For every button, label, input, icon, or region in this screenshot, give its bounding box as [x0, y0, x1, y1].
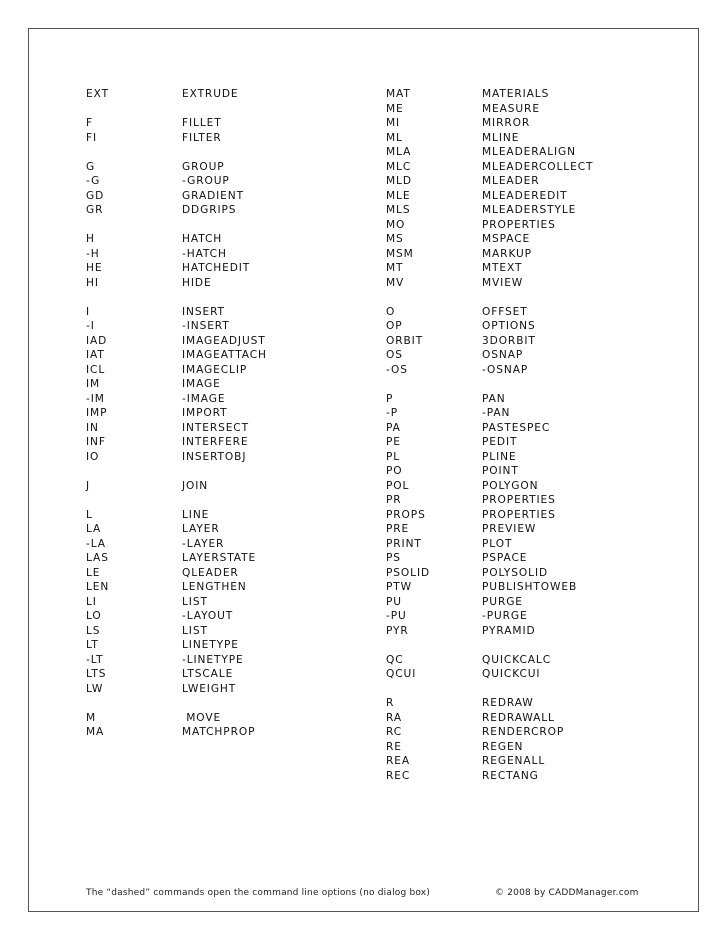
- shortcut-command: -LINETYPE: [182, 653, 244, 666]
- shortcut-alias: PS: [386, 552, 401, 564]
- shortcut-command: PAN: [482, 392, 506, 405]
- shortcut-command: IMAGECLIP: [182, 363, 248, 376]
- shortcut-command: JOIN: [182, 479, 209, 492]
- shortcut-alias: -G: [86, 175, 101, 187]
- shortcut-command: POINT: [482, 465, 519, 477]
- group-spacer: [86, 696, 267, 711]
- shortcut-alias: IN: [86, 421, 99, 434]
- shortcut-command: LAYERSTATE: [182, 552, 257, 564]
- shortcut-row: [86, 421, 267, 436]
- shortcut-command: LIST: [182, 595, 208, 608]
- shortcut-alias: LT: [86, 639, 99, 651]
- shortcut-command: MATCHPROP: [182, 726, 256, 738]
- shortcut-alias: F: [86, 117, 93, 129]
- group-spacer: [86, 464, 267, 479]
- shortcut-row: [386, 203, 593, 218]
- shortcut-command: LAYER: [182, 523, 220, 535]
- shortcut-row: [386, 334, 593, 349]
- shortcut-row: [386, 305, 593, 320]
- shortcut-row: [86, 667, 267, 682]
- shortcut-alias: LO: [86, 610, 102, 622]
- shortcut-alias: -OS: [386, 363, 408, 376]
- shortcut-command: -LAYER: [182, 537, 225, 550]
- shortcut-command: PUBLISHTOWEB: [482, 581, 578, 593]
- shortcut-row: [386, 464, 593, 479]
- shortcut-alias: LTS: [86, 668, 107, 680]
- shortcut-command: -IMAGE: [182, 392, 226, 405]
- shortcut-row: [86, 435, 267, 450]
- shortcut-alias: EXT: [86, 88, 109, 100]
- shortcut-alias: GD: [86, 189, 105, 202]
- shortcut-row: [86, 87, 267, 102]
- shortcut-row: [386, 232, 593, 247]
- shortcut-row: [86, 116, 267, 131]
- shortcut-command: MLEADERSTYLE: [482, 204, 577, 216]
- shortcut-alias: MS: [386, 233, 404, 245]
- shortcut-alias: IM: [86, 378, 101, 390]
- shortcut-alias: MAT: [386, 88, 411, 100]
- shortcut-command: LINE: [182, 508, 210, 521]
- page-frame: [28, 28, 699, 912]
- shortcut-row: [386, 363, 593, 378]
- shortcut-command: 3DORBIT: [482, 334, 536, 347]
- shortcut-row: [86, 450, 267, 465]
- shortcut-alias: P: [386, 392, 394, 405]
- shortcut-command: MOVE: [182, 711, 222, 724]
- shortcut-row: [386, 319, 593, 334]
- shortcut-command: INTERSECT: [182, 421, 249, 434]
- shortcut-alias: MLE: [386, 189, 411, 202]
- shortcut-alias: PRE: [386, 523, 410, 535]
- shortcut-alias: IO: [86, 450, 100, 463]
- shortcut-alias: MT: [386, 262, 404, 274]
- shortcut-command: EXTRUDE: [182, 88, 239, 100]
- shortcut-row: [86, 392, 267, 407]
- shortcut-row: [386, 566, 593, 581]
- shortcut-alias: GR: [86, 204, 104, 216]
- shortcut-command: LENGTHEN: [182, 581, 247, 593]
- shortcut-alias: -PU: [386, 610, 407, 622]
- shortcut-alias: FI: [86, 131, 98, 144]
- shortcut-alias: HE: [86, 262, 103, 274]
- shortcut-command: INSERTOBJ: [182, 450, 247, 463]
- shortcut-command: GRADIENT: [182, 189, 244, 202]
- shortcut-row: [386, 537, 593, 552]
- shortcut-alias: -I: [86, 320, 95, 332]
- shortcut-row: [86, 479, 267, 494]
- shortcut-command: QUICKCUI: [482, 668, 541, 680]
- shortcut-row: [386, 421, 593, 436]
- shortcut-alias: M: [86, 711, 97, 724]
- shortcut-command: PYRAMID: [482, 624, 536, 637]
- shortcut-alias: PA: [386, 421, 401, 434]
- shortcut-row: [386, 450, 593, 465]
- shortcut-alias: MLS: [386, 204, 411, 216]
- shortcut-row: [86, 131, 267, 146]
- shortcut-command: POLYGON: [482, 479, 539, 492]
- shortcut-alias: RA: [386, 711, 402, 724]
- shortcut-alias: QC: [386, 653, 404, 666]
- shortcut-command: MLEADER: [482, 175, 540, 187]
- shortcut-command: MVIEW: [482, 276, 524, 289]
- shortcut-row: [86, 522, 267, 537]
- group-spacer: [386, 682, 593, 697]
- shortcut-row: [386, 276, 593, 291]
- shortcut-row: [86, 377, 267, 392]
- shortcut-alias: PL: [386, 450, 401, 463]
- shortcut-row: [386, 116, 593, 131]
- shortcut-row: [386, 479, 593, 494]
- shortcut-command: MLEADEREDIT: [482, 189, 568, 202]
- shortcut-alias: QCUI: [386, 668, 417, 680]
- shortcut-alias: MI: [386, 117, 401, 129]
- shortcut-row: [86, 682, 267, 697]
- shortcut-row: [386, 87, 593, 102]
- shortcut-row: [386, 769, 593, 784]
- shortcut-row: [386, 160, 593, 175]
- shortcut-alias: -H: [86, 247, 100, 260]
- shortcut-row: [386, 754, 593, 769]
- shortcut-row: [386, 392, 593, 407]
- shortcut-command: REDRAW: [482, 697, 534, 709]
- shortcut-alias: HI: [86, 276, 99, 289]
- shortcut-row: [386, 740, 593, 755]
- shortcut-alias: R: [386, 697, 395, 709]
- shortcut-alias: MLA: [386, 146, 412, 158]
- shortcut-command: MARKUP: [482, 247, 532, 260]
- group-spacer: [386, 638, 593, 653]
- shortcut-alias: PYR: [386, 624, 409, 637]
- shortcut-alias: ORBIT: [386, 334, 424, 347]
- shortcut-command: HIDE: [182, 276, 212, 289]
- shortcut-row: [86, 174, 267, 189]
- shortcut-row: [86, 261, 267, 276]
- shortcut-row: [86, 537, 267, 552]
- shortcut-command: PROPERTIES: [482, 218, 556, 231]
- footer-note: The “dashed” commands open the command line options (no dialog box): [86, 888, 431, 898]
- shortcut-command: PREVIEW: [482, 523, 537, 535]
- shortcut-row: [386, 261, 593, 276]
- shortcut-command: PSPACE: [482, 552, 528, 564]
- shortcut-command: IMPORT: [182, 407, 228, 419]
- shortcut-alias: RC: [386, 726, 403, 738]
- shortcut-row: [386, 189, 593, 204]
- shortcut-command: FILLET: [182, 117, 222, 129]
- shortcut-alias: -P: [386, 407, 399, 419]
- shortcut-row: [86, 551, 267, 566]
- shortcut-column-right: [386, 87, 593, 783]
- shortcut-row: [86, 334, 267, 349]
- shortcut-command: HATCH: [182, 233, 223, 245]
- shortcut-alias: LI: [86, 595, 97, 608]
- shortcut-row: [86, 580, 267, 595]
- shortcut-command: PLINE: [482, 450, 517, 463]
- shortcut-command: OFFSET: [482, 305, 528, 318]
- shortcut-alias: -LA: [86, 537, 106, 550]
- shortcut-alias: PRINT: [386, 537, 422, 550]
- group-spacer: [386, 377, 593, 392]
- shortcut-alias: MLC: [386, 160, 412, 173]
- shortcut-row: [386, 131, 593, 146]
- shortcut-row: [386, 580, 593, 595]
- shortcut-row: [386, 595, 593, 610]
- shortcut-alias: J: [86, 479, 91, 492]
- shortcut-command: -GROUP: [182, 175, 230, 187]
- shortcut-alias: OP: [386, 320, 403, 332]
- shortcut-command: MLINE: [482, 131, 520, 144]
- shortcut-row: [386, 174, 593, 189]
- shortcut-row: [86, 348, 267, 363]
- shortcut-alias: LAS: [86, 552, 109, 564]
- shortcut-row: [386, 609, 593, 624]
- shortcut-alias: -IM: [86, 392, 105, 405]
- shortcut-command: -OSNAP: [482, 363, 529, 376]
- shortcut-alias: LEN: [86, 581, 110, 593]
- shortcut-command: IMAGEATTACH: [182, 349, 267, 361]
- group-spacer: [86, 218, 267, 233]
- group-spacer: [86, 145, 267, 160]
- shortcut-command: REGENALL: [482, 755, 546, 767]
- shortcut-command: -PAN: [482, 407, 511, 419]
- shortcut-command: PROPERTIES: [482, 494, 556, 506]
- shortcut-alias: ML: [386, 131, 403, 144]
- shortcut-alias: LW: [86, 682, 104, 695]
- shortcut-row: [86, 609, 267, 624]
- shortcut-alias: REA: [386, 755, 411, 767]
- shortcut-row: [86, 276, 267, 291]
- shortcut-alias: PR: [386, 494, 402, 506]
- shortcut-alias: L: [86, 508, 93, 521]
- shortcut-command: LTSCALE: [182, 668, 234, 680]
- shortcut-alias: PSOLID: [386, 566, 431, 579]
- shortcut-command: PEDIT: [482, 436, 518, 448]
- shortcut-command: INTERFERE: [182, 436, 249, 448]
- shortcut-alias: PO: [386, 465, 403, 477]
- shortcut-command: PURGE: [482, 595, 523, 608]
- shortcut-alias: ICL: [86, 363, 106, 376]
- shortcut-command: MEASURE: [482, 102, 540, 115]
- footer-copyright: © 2008 by CADDManager.com: [495, 888, 639, 898]
- shortcut-alias: I: [86, 305, 91, 318]
- shortcut-command: LINETYPE: [182, 639, 239, 651]
- shortcut-alias: O: [386, 305, 396, 318]
- shortcut-alias: POL: [386, 479, 410, 492]
- shortcut-alias: G: [86, 160, 96, 173]
- shortcut-command: -PURGE: [482, 610, 528, 622]
- shortcut-alias: MSM: [386, 247, 414, 260]
- group-spacer: [86, 493, 267, 508]
- shortcut-command: POLYSOLID: [482, 566, 549, 579]
- shortcut-row: [386, 493, 593, 508]
- shortcut-command: -HATCH: [182, 247, 227, 260]
- shortcut-command: INSERT: [182, 305, 225, 318]
- shortcut-row: [86, 363, 267, 378]
- shortcut-command: PROPERTIES: [482, 508, 556, 521]
- shortcut-command: RENDERCROP: [482, 726, 565, 738]
- shortcut-row: [86, 406, 267, 421]
- group-spacer: [386, 290, 593, 305]
- shortcut-alias: MA: [86, 726, 105, 738]
- shortcut-column-left: [86, 87, 267, 740]
- shortcut-row: [386, 711, 593, 726]
- shortcut-alias: MO: [386, 218, 406, 231]
- shortcut-command: MLEADERCOLLECT: [482, 160, 594, 173]
- shortcut-alias: -LT: [86, 653, 104, 666]
- shortcut-command: -INSERT: [182, 320, 230, 332]
- shortcut-command: MIRROR: [482, 117, 531, 129]
- shortcut-command: FILTER: [182, 131, 222, 144]
- shortcut-row: [386, 508, 593, 523]
- shortcut-command: RECTANG: [482, 769, 539, 782]
- shortcut-command: MSPACE: [482, 233, 531, 245]
- shortcut-command: GROUP: [182, 160, 225, 173]
- shortcut-command: PASTESPEC: [482, 421, 551, 434]
- shortcut-alias: PROPS: [386, 508, 426, 521]
- shortcut-command: MATERIALS: [482, 88, 550, 100]
- shortcut-command: REDRAWALL: [482, 711, 555, 724]
- shortcut-alias: LS: [86, 624, 101, 637]
- shortcut-command: LWEIGHT: [182, 682, 237, 695]
- shortcut-row: [86, 653, 267, 668]
- shortcut-alias: MV: [386, 276, 405, 289]
- shortcut-row: [386, 696, 593, 711]
- shortcut-command: PLOT: [482, 537, 513, 550]
- shortcut-command: IMAGEADJUST: [182, 334, 266, 347]
- shortcut-command: MTEXT: [482, 262, 523, 274]
- shortcut-row: [386, 102, 593, 117]
- shortcut-command: LIST: [182, 624, 208, 637]
- shortcut-alias: H: [86, 233, 95, 245]
- shortcut-row: [86, 247, 267, 262]
- shortcut-row: [86, 160, 267, 175]
- shortcut-alias: PE: [386, 436, 401, 448]
- shortcut-row: [86, 566, 267, 581]
- shortcut-command: MLEADERALIGN: [482, 146, 576, 158]
- shortcut-row: [86, 638, 267, 653]
- shortcut-alias: ME: [386, 102, 404, 115]
- group-spacer: [86, 102, 267, 117]
- shortcut-command: -LAYOUT: [182, 610, 234, 622]
- shortcut-row: [386, 522, 593, 537]
- shortcut-alias: PU: [386, 595, 402, 608]
- shortcut-command: QUICKCALC: [482, 653, 552, 666]
- shortcut-command: IMAGE: [182, 378, 221, 390]
- shortcut-command: QLEADER: [182, 566, 239, 579]
- shortcut-row: [386, 348, 593, 363]
- shortcut-row: [86, 189, 267, 204]
- shortcut-alias: IMP: [86, 407, 108, 419]
- shortcut-row: [86, 725, 267, 740]
- shortcut-row: [386, 725, 593, 740]
- shortcut-command: HATCHEDIT: [182, 262, 251, 274]
- shortcut-row: [386, 667, 593, 682]
- shortcut-alias: IAD: [86, 334, 108, 347]
- group-spacer: [86, 290, 267, 305]
- shortcut-row: [386, 435, 593, 450]
- shortcut-alias: IAT: [86, 349, 105, 361]
- shortcut-alias: INF: [86, 436, 106, 448]
- shortcut-row: [86, 305, 267, 320]
- shortcut-row: [86, 624, 267, 639]
- shortcut-row: [386, 145, 593, 160]
- shortcut-alias: LE: [86, 566, 101, 579]
- shortcut-alias: REC: [386, 769, 411, 782]
- shortcut-alias: PTW: [386, 581, 413, 593]
- shortcut-row: [86, 203, 267, 218]
- shortcut-row: [386, 624, 593, 639]
- shortcut-alias: RE: [386, 740, 402, 753]
- shortcut-row: [86, 508, 267, 523]
- shortcut-alias: MLD: [386, 175, 412, 187]
- shortcut-row: [386, 218, 593, 233]
- shortcut-command: REGEN: [482, 740, 524, 753]
- shortcut-row: [86, 319, 267, 334]
- shortcut-command: OPTIONS: [482, 320, 536, 332]
- shortcut-command: DDGRIPS: [182, 204, 237, 216]
- shortcut-row: [386, 653, 593, 668]
- shortcut-row: [386, 406, 593, 421]
- shortcut-row: [86, 595, 267, 610]
- shortcut-row: [86, 232, 267, 247]
- shortcut-row: [386, 551, 593, 566]
- shortcut-row: [86, 711, 267, 726]
- shortcut-alias: OS: [386, 349, 403, 361]
- shortcut-command: OSNAP: [482, 349, 524, 361]
- shortcut-alias: LA: [86, 523, 102, 535]
- shortcut-row: [386, 247, 593, 262]
